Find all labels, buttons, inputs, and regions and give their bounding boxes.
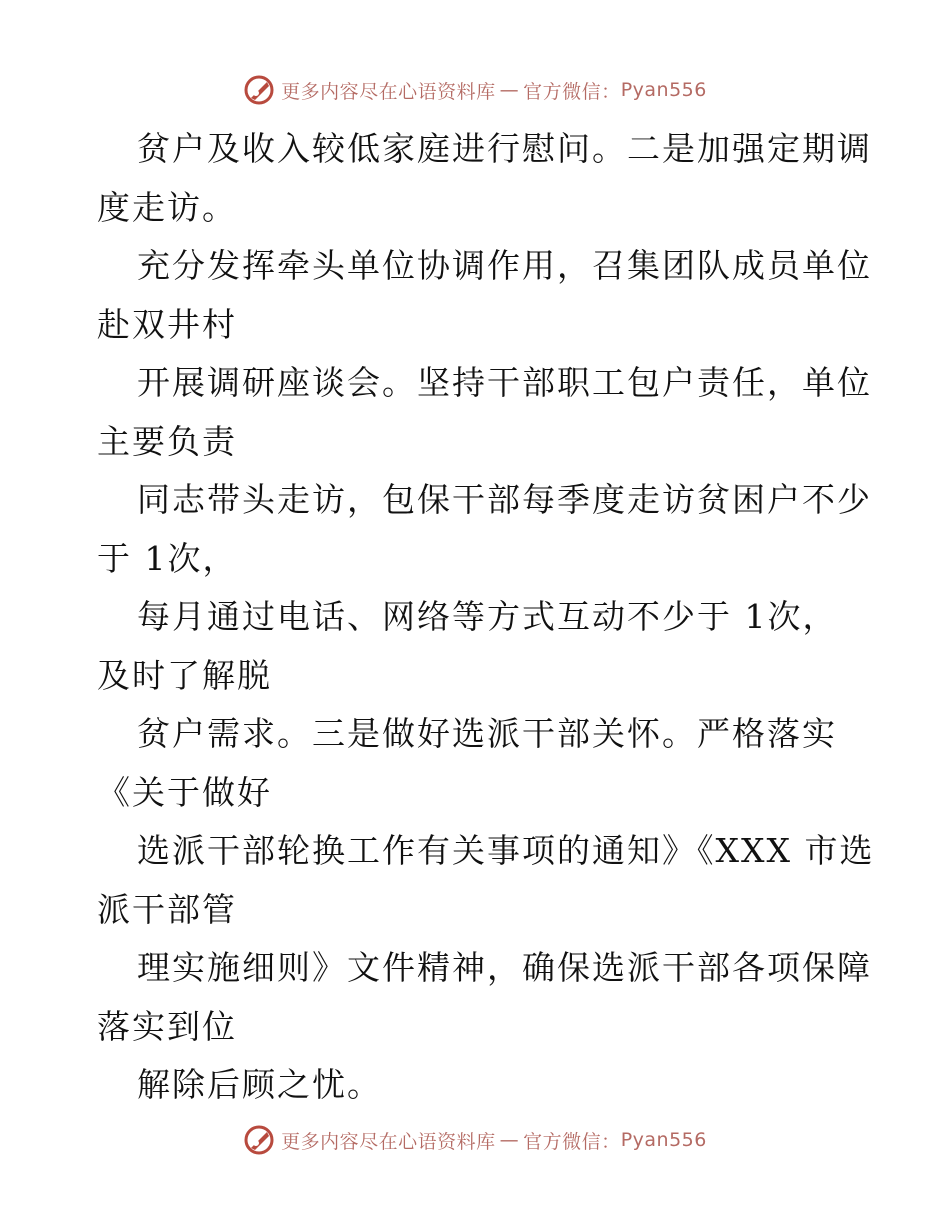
header-separator: — — [499, 79, 520, 101]
footer-banner — [0, 1120, 950, 1160]
quill-logo-icon — [243, 74, 275, 106]
body-line: 充分发挥牵头单位协调作用，召集团队成员单位 — [137, 246, 872, 285]
body-line: 主要负责 — [97, 421, 237, 461]
body-line: 同志带头走访，包保干部每季度走访贫困户不少 — [137, 480, 872, 519]
document-body — [97, 120, 875, 1115]
footer-wechat-label: 官方微信： — [523, 1130, 621, 1153]
header-wechat-id: Pyan556 — [620, 79, 707, 101]
header-text: 更多内容尽在心语资料库 — [281, 80, 496, 103]
body-line: 度走访。 — [97, 187, 237, 227]
footer-text: 更多内容尽在心语资料库 — [281, 1130, 496, 1153]
footer-separator: — — [499, 1129, 520, 1151]
body-line: 《关于做好 — [97, 772, 272, 812]
body-line: 贫户及收入较低家庭进行慰问。二是加强定期调 — [137, 129, 872, 168]
body-line: 开展调研座谈会。坚持干部职工包户责任，单位 — [137, 363, 872, 402]
body-line: 选派干部轮换工作有关事项的通知》《XXX 市选 — [137, 831, 875, 870]
header-banner — [0, 70, 950, 110]
body-line: 赴双井村 — [97, 304, 237, 344]
body-line: 每月通过电话、网络等方式互动不少于 1次， — [137, 597, 838, 636]
header-wechat-label: 官方微信： — [523, 80, 621, 103]
footer-wechat-id: Pyan556 — [620, 1129, 707, 1151]
body-line: 理实施细则》文件精神，确保选派干部各项保障 — [137, 948, 872, 987]
quill-logo-icon — [243, 1124, 275, 1156]
body-line: 于 1次， — [97, 538, 238, 578]
body-line: 落实到位 — [97, 1006, 237, 1046]
body-line: 贫户需求。三是做好选派干部关怀。严格落实 — [137, 714, 837, 753]
body-line: 解除后顾之忧。 — [137, 1065, 382, 1104]
body-line: 派干部管 — [97, 889, 237, 929]
body-line: 及时了解脱 — [97, 655, 272, 695]
